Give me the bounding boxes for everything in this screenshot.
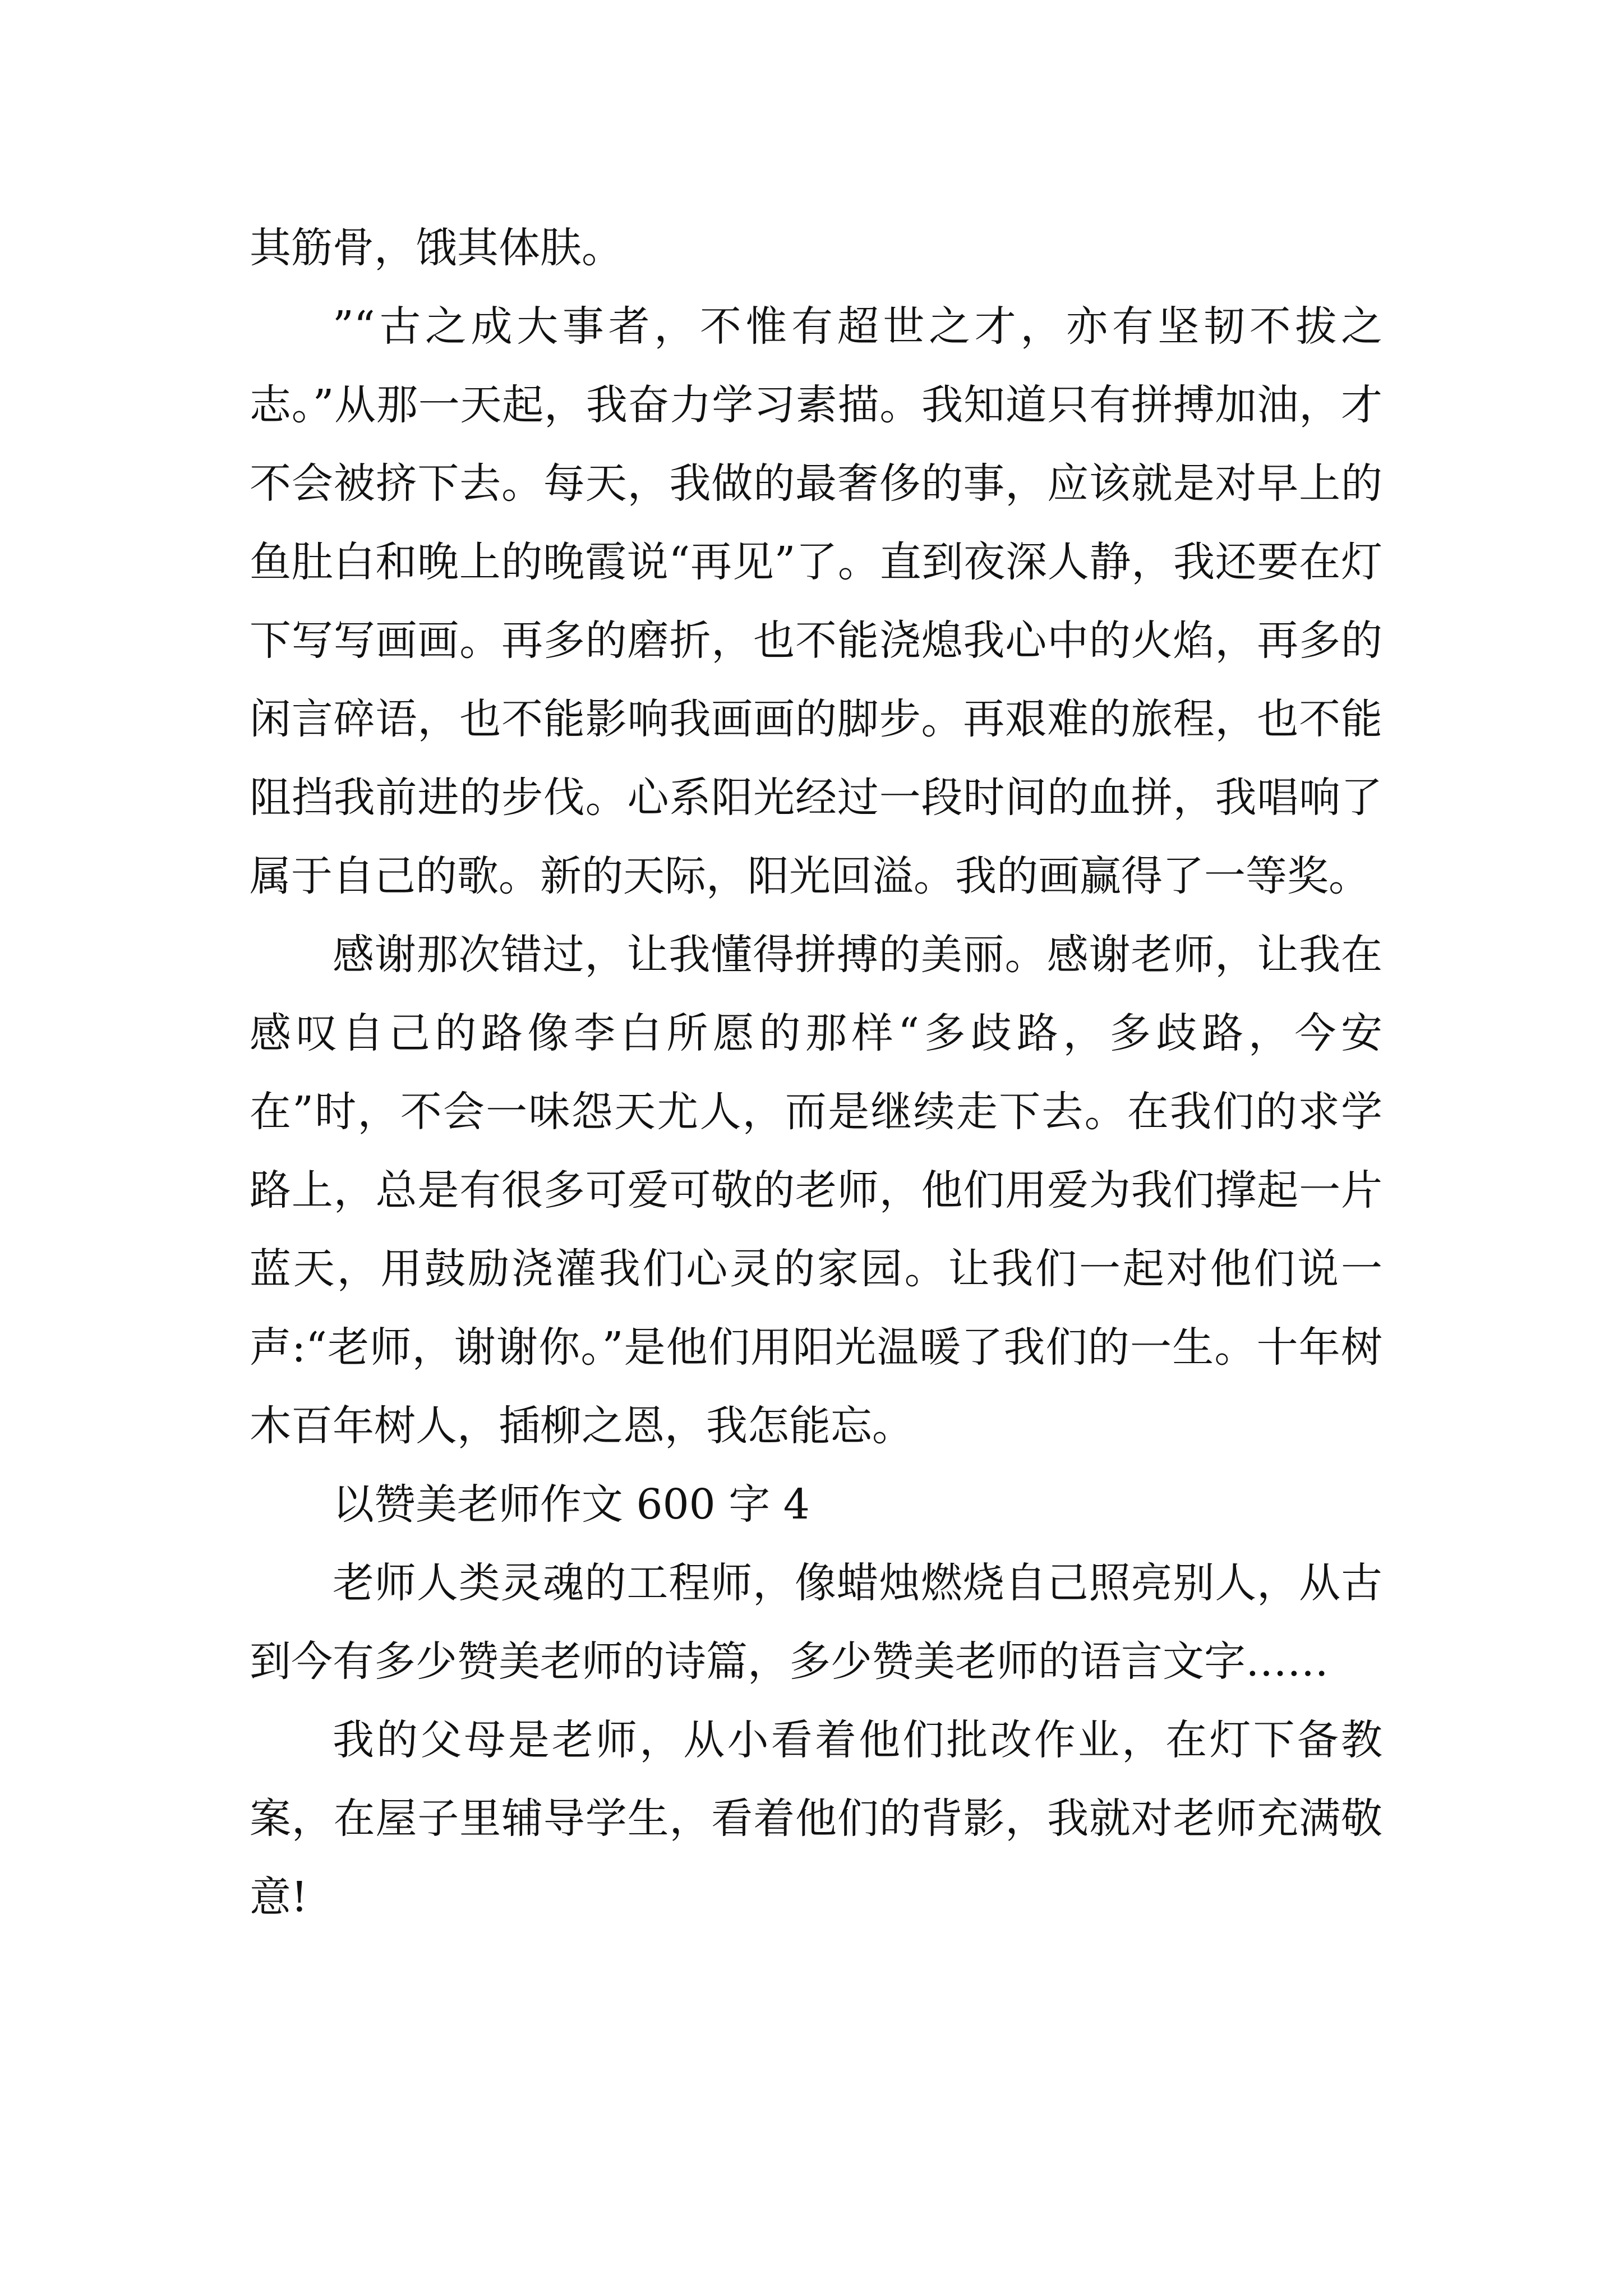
document-body — [250, 209, 1382, 1936]
paragraph-3: 感谢那次错过，让我懂得拼搏的美丽。感谢老师，让我在感叹自己的路像李白所愿的那样“多歧路，多歧路，今安在”时，不会一味怨天尤人，而是继续走下去。在我们的求学路上，总是有很多可爱可敬的老师，他们用爱为我们撑起一片蓝天，用鼓励浇灌我们心灵的家园。让我们一起对他们说一声:“老师，谢谢你。”是他们用阳光温暖了我们的一生。十年树木百年树人，插柳之恩，我怎能忘。 — [250, 931, 1382, 1450]
paragraph-1: 其筋骨，饿其体肤。 — [250, 224, 623, 272]
paragraph-4: 老师人类灵魂的工程师，像蜡烛燃烧自己照亮别人，从古到今有多少赞美老师的诗篇，多少赞美老师的语言文字…… — [250, 1559, 1382, 1686]
paragraph-5: 我的父母是老师，从小看着他们批改作业，在灯下备教案，在屋子里辅导学生，看着他们的背影，我就对老师充满敬意! — [250, 1716, 1382, 1921]
section-heading: 以赞美老师作文 600 字 4 — [333, 1480, 810, 1529]
paragraph-2: ”“古之成大事者，不惟有超世之才，亦有坚韧不拔之志。”从那一天起，我奋力学习素描。我知道只有拼搏加油，才不会被挤下去。每天，我做的最奢侈的事，应该就是对早上的鱼肚白和晚上的晚霞说“再见”了。直到夜深人静，我还要在灯下写写画画。再多的磨折，也不能浇熄我心中的火焰，再多的闲言碎语，也不能影响我画画的脚步。再艰难的旅程，也不能阻挡我前进的步伐。心系阳光经过一段时间的血拼，我唱响了属于自己的歌。新的天际，阳光回溢。我的画赢得了一等奖。 — [250, 302, 1382, 900]
